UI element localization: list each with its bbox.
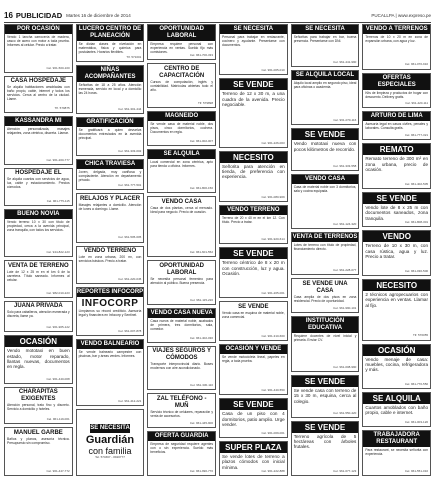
- ad-title: OCASIÓN: [363, 345, 430, 356]
- brand-url[interactable]: PUCALLPA | www.expreso.pe: [371, 12, 431, 18]
- ad-logo: INFOCORP: [81, 297, 139, 309]
- classified-ad[interactable]: [291, 174, 360, 229]
- ad-title: VENDO CASA: [292, 175, 359, 184]
- ad-contact: Tlf. 579898: [198, 100, 214, 105]
- ad-contact: Cel. 961-003-120: [404, 420, 429, 425]
- header-divider: [4, 22, 431, 23]
- classified-ad[interactable]: [362, 111, 431, 140]
- ad-title: OCASIÓN: [5, 336, 72, 347]
- ad-title: REPORTES INFOCORP: [76, 288, 144, 295]
- ad-contact: Cel. 961-677-123: [333, 468, 357, 473]
- classified-ad[interactable]: [147, 111, 216, 146]
- page-header: [4, 10, 431, 20]
- ad-contact: Cel. 961-007-878: [118, 328, 142, 333]
- ad-contact: Cel. 961-008-990: [333, 364, 357, 369]
- ad-title: SE VENDE: [363, 193, 430, 204]
- classified-ad[interactable]: [76, 117, 145, 155]
- ad-title: VENDO TERRENO: [220, 206, 287, 215]
- classified-ad[interactable]: [219, 78, 288, 148]
- classified-ad[interactable]: [219, 24, 288, 75]
- ad-contact: Cel. 961-990-101: [333, 306, 357, 311]
- classified-ad[interactable]: [147, 63, 216, 108]
- ad-title: VENDO: [363, 231, 430, 242]
- classified-ad[interactable]: [147, 393, 216, 428]
- ad-contact: Cel. 961-226-003: [261, 140, 285, 145]
- ad-contact: Cel. 961-777-321: [404, 133, 429, 138]
- classified-ad[interactable]: [147, 24, 216, 60]
- classified-ad[interactable]: [4, 335, 73, 384]
- classified-ad[interactable]: [362, 430, 431, 476]
- ad-title: BUENO NOVIA: [5, 210, 72, 219]
- classified-ad[interactable]: [291, 421, 360, 476]
- classified-ad[interactable]: [76, 159, 145, 191]
- ad-column: [4, 24, 73, 476]
- ad-title: VENTA DE TERRENOS: [292, 234, 358, 241]
- ad-title: OFERTA GUARDIA: [148, 432, 215, 441]
- ad-contact: Cel. 961-777-501: [118, 183, 142, 188]
- ad-contact: Cel. 961-220-045: [118, 276, 142, 281]
- ad-body: Se vende casa de material noble, dos pisos, cinco dormitorios, cochera. Documentos en regla.: [150, 121, 214, 134]
- ad-contact: Cel. 961-905-122: [46, 325, 70, 329]
- ad-contact: Cel. 961-775-115: [46, 198, 70, 203]
- ad-contact: Cel. 961-440-008: [46, 376, 70, 381]
- ad-contact: Cel. 961-002-007: [189, 138, 214, 143]
- ad-title: VENDO A TERRENOS: [363, 25, 430, 34]
- ad-contact: Cel. 961-070-910: [404, 62, 429, 67]
- ad-title: ARTURO DE LIMA: [363, 112, 430, 121]
- classified-ad[interactable]: [362, 73, 431, 108]
- ad-contact: Cel. 961-440-550: [261, 388, 285, 393]
- ad-body: Se vende motocicleta lineal, papeles en regla, a toda prueba.: [222, 355, 285, 364]
- ad-column: [147, 24, 216, 476]
- ad-body: Se vende lotes de terreno a plazos cómodos con inicial mínima.: [222, 453, 285, 470]
- ad-title: JUANA PRIVADA: [14, 303, 63, 310]
- ad-body: Se alquila habitaciones amobladas con baño propio, cable, internet y todos los servicios. Cerca al centro de la ciudad. Llame.: [7, 85, 70, 102]
- ad-contact: Cel. 961-500-100: [46, 65, 70, 70]
- classifieds-grid: [4, 24, 431, 476]
- ad-contact: Tlf. 579875: [54, 106, 70, 111]
- ad-title: NECESITO: [363, 280, 430, 291]
- ad-body: Lote de 12 x 25 m en el km 6 de la carretera. Título saneado. Informes al celular.: [7, 269, 70, 282]
- ad-body: Empresa de seguridad requiere agentes con o sin experiencia. Sueldo más beneficios.: [150, 442, 214, 455]
- classified-ad[interactable]: [219, 344, 288, 395]
- classified-ad[interactable]: [219, 301, 288, 341]
- classified-ad[interactable]: [291, 316, 360, 371]
- classified-ad[interactable]: [76, 409, 145, 476]
- classified-ad[interactable]: [362, 24, 431, 70]
- ad-title: SE VENDE: [292, 422, 359, 433]
- ad-contact: Cel. 961-420-111: [405, 100, 429, 105]
- ad-contact: Cel. 961-222-888: [261, 468, 285, 473]
- classified-ad[interactable]: [76, 287, 145, 336]
- ad-body: Se vende casa con terreno de 15 x 30 m, esquina, cerca al colegio.: [293, 387, 357, 404]
- ad-body: Joven, delgada, muy cariñosa y complaciente. Atención en departamento privado.: [78, 169, 142, 182]
- classified-ad[interactable]: [291, 232, 360, 275]
- ad-body: Empresa requiere personal con experiencia en ventas. Sueldo fijo más comisiones.: [150, 42, 214, 54]
- ad-contact: Cel. 961-808-301: [404, 220, 429, 225]
- ad-body: Señorita para atención en tienda, de preferencia con experiencia.: [222, 163, 285, 180]
- ad-contact: Cel. 944-822-123: [46, 250, 70, 255]
- ad-column: [76, 24, 145, 476]
- classified-ad[interactable]: [147, 149, 216, 194]
- ad-contact: Cel. 961-447-772: [46, 468, 70, 473]
- ad-title: INSTITUCIÓN EDUCATIVA: [292, 317, 359, 333]
- page-date: Martes 16 de diciembre de 2014: [66, 12, 131, 18]
- classified-ad[interactable]: [76, 65, 145, 114]
- ad-body: Asesoría legal en casos civiles, penales y laborales. Consulta gratis.: [365, 121, 429, 130]
- ad-title: SUPER PLAZA: [220, 442, 287, 453]
- ad-title: SE ALQUILA: [148, 150, 215, 159]
- classified-ad[interactable]: [4, 116, 73, 165]
- ad-body: Para restaurant, se necesita señorita con experiencia.: [365, 448, 429, 457]
- ad-contact: Cel. 961-445-900: [189, 421, 214, 426]
- classified-ad[interactable]: [219, 151, 288, 202]
- classified-ad[interactable]: [4, 260, 73, 298]
- ad-title: MANUEL GARBE: [13, 429, 63, 436]
- ad-body: Terrenos de 10 x 20 m en zona de expansión urbana, con agua y luz.: [365, 35, 429, 43]
- ad-body: 2 técnicos agropecuarios con experiencia en ventas. Llamar al fijo.: [365, 291, 429, 308]
- ad-contact: Cel. 961-124-320: [333, 222, 357, 227]
- ad-title: ZAL TELÉFONO - MUÑ: [156, 395, 207, 409]
- ad-contact: Cel. 961-119-001: [46, 417, 70, 422]
- ad-body: Terreno de 10 x 30 m, con casa rústica, agua y luz. Precio a tratar.: [365, 243, 429, 260]
- ad-title: SE VENDE: [220, 248, 287, 259]
- ad-body: Alquilo local amplio en segundo piso, ideal para oficinas o academia.: [293, 80, 357, 89]
- ad-title: HOSPEDAJE EL: [15, 170, 62, 177]
- ad-contact: Cel. 961-070-116: [333, 118, 357, 123]
- ad-column: [291, 24, 360, 476]
- ad-body: Solo para caballeros, atención esmerada y discreta, llame ya.: [7, 310, 70, 319]
- ad-title: OFERTAS ESPECIALES: [363, 74, 430, 90]
- ad-contact: Cel. 961-301-444: [118, 107, 142, 112]
- ad-body: Casa de un piso con 4 dormitorios, patio amplio. Urge vender.: [222, 411, 285, 427]
- ad-body: Señoritas para trabajar en bar, buena presencia. Presentarse con DNI.: [293, 35, 357, 43]
- ad-title: REMATO: [363, 144, 430, 155]
- ad-contact: Cel. 961-115-220: [190, 297, 214, 302]
- ad-title: LUCERO CENTRO DE PLANEACIÓN: [77, 25, 144, 41]
- classified-ad[interactable]: [4, 76, 73, 114]
- ad-title: KASSANDRA MI: [5, 117, 72, 126]
- ad-title: SE VENDE: [220, 399, 287, 410]
- ad-contact: Cel. 961-402-030: [189, 335, 214, 340]
- ad-body: Se alquila cuartos con servicios de agua, luz, cable y estacionamiento. Precios cómodos.: [7, 177, 70, 190]
- ad-body: Atención personal, trato fino y discreto. Servicio a domicilio y hoteles.: [7, 403, 70, 412]
- ad-contact: Cel. 961-990-770: [189, 468, 214, 473]
- ad-contact: Cel. 961-030-500: [404, 268, 429, 273]
- ad-body: Casa de dos plantas, cerca al mercado. Ideal para negocio. Precio de ocasión.: [150, 205, 214, 214]
- ad-body: Remato terreno de 300 m² en zona urbana, precio de ocasión.: [365, 156, 429, 173]
- ad-contact: Cel. 961-402-505: [404, 181, 429, 186]
- ad-body: Se necesita personal femenino para atención al público. Buena presencia.: [150, 276, 214, 285]
- ad-contact: Cel. 961-412-221: [118, 398, 142, 403]
- classified-ad[interactable]: [291, 375, 360, 418]
- classified-ad[interactable]: [4, 427, 73, 476]
- ad-title: POR OCASIÓN: [5, 25, 72, 34]
- ad-body: Terreno de 12 x 30 m, a una cuadra de la avenida. Precio negociable.: [222, 91, 285, 107]
- classified-ad[interactable]: [4, 168, 73, 206]
- ad-contact: Cel. 961-505-605: [118, 235, 142, 240]
- ad-contact: Cel. 961-333-002: [118, 148, 142, 153]
- classified-ad[interactable]: [147, 346, 216, 391]
- ad-title: SE VENDE UNA CASA: [302, 280, 348, 294]
- ad-contact: Cel. 961-310-660: [261, 333, 285, 338]
- ad-title: CHARAPITAS EXIGENTES: [18, 389, 58, 403]
- ad-body: Cursos de computación, inglés y contabilidad. Matrículas abiertas todo el año.: [150, 79, 214, 92]
- ad-contact: Cel. 961-228-077: [333, 268, 357, 273]
- classified-ad[interactable]: [219, 205, 288, 245]
- ad-title: VENDO CASA: [161, 198, 202, 205]
- ad-body: Terreno céntrico de 8 x 20 m con construcción, luz y agua. Ocasión.: [222, 260, 285, 277]
- classified-ad[interactable]: [291, 70, 360, 125]
- ad-body: Transporte interprovincial diario. Buses modernos con aire acondicionado.: [150, 362, 214, 371]
- ad-column: [362, 24, 431, 476]
- classified-ad[interactable]: [147, 431, 216, 476]
- ad-body: Vendo 1 lancha carrocería de madera, casco de acero con motor a toda prueba. Informes al celular. Precio a tratar.: [7, 35, 70, 47]
- ad-body: Atención personalizada, masajes relajantes, zona céntrica, discreta. Llamar.: [7, 127, 70, 136]
- ad-title: OPORTUNIDAD LABORAL: [148, 25, 215, 41]
- classified-ad[interactable]: [4, 24, 73, 73]
- classified-ad[interactable]: [362, 143, 431, 189]
- ad-contact: Cel. 961-441-990: [333, 59, 357, 64]
- classified-ad[interactable]: [362, 344, 431, 390]
- ad-body: Personal para trabajar en restaurante, cocinero y ayudante. Presentarse con documentos.: [222, 35, 285, 47]
- ad-title: OCASIÓN Y VENDE: [220, 345, 287, 354]
- ad-title: GRATIFICACIÓN: [77, 118, 144, 127]
- ad-title: NECESITO: [220, 152, 287, 163]
- ad-title: OPORTUNIDAD LABORAL: [159, 262, 205, 276]
- ad-body: Casa nueva de material noble, acabados de primera, tres dormitorios, sala, comedor.: [150, 318, 214, 331]
- ad-body: Lote en zona urbana, 200 m², con servicios básicos. Precio a tratar.: [78, 255, 142, 264]
- classified-ad[interactable]: [76, 24, 145, 62]
- section-title: PUBLICIDAD: [15, 10, 63, 20]
- classified-ad[interactable]: [147, 260, 216, 305]
- ad-body: Vendo mototaxi nueva con pocos kilómetros de recorrido.: [293, 141, 357, 152]
- ad-contact: Cel. 961-205-001: [261, 291, 285, 296]
- ad-title: SE ALQUILA LOCAL: [292, 71, 359, 80]
- ad-contact: Tlf. 576055: [413, 333, 429, 338]
- ad-title: SE VENDE: [220, 79, 287, 90]
- classified-ad[interactable]: [362, 192, 431, 227]
- classified-ad[interactable]: [147, 196, 216, 257]
- ad-title: CENTRO DE CAPACITACIÓN: [159, 65, 205, 79]
- ad-contact: Cel. 961-200-777: [46, 157, 70, 162]
- ad-column: [219, 24, 288, 476]
- classified-ad[interactable]: [219, 398, 288, 438]
- ad-title: SE NECESITA: [220, 25, 287, 34]
- classified-ad[interactable]: [4, 301, 73, 332]
- ad-body: Casa de material noble con 3 dormitorios, sala y cocina equipada.: [293, 184, 357, 193]
- ad-contact: Tlf. 571001: [126, 55, 142, 60]
- classified-ad[interactable]: [147, 308, 216, 343]
- classified-ad[interactable]: [76, 246, 145, 284]
- ad-body: Lotes de terreno con título de propiedad, financiamiento directo.: [293, 243, 357, 252]
- classified-ad[interactable]: [362, 279, 431, 341]
- ad-contact: Cel. 961-770-550: [404, 381, 429, 386]
- ad-body: Se dictan clases de nivelación en matemática, física y química para postulantes. Horarios flexibles.: [78, 42, 142, 54]
- ad-contact: Cel. 961-920-614: [261, 237, 285, 242]
- classified-ad[interactable]: [76, 339, 145, 406]
- ad-contact: Cel. 961-080-909: [261, 194, 285, 199]
- classified-ad[interactable]: [4, 387, 73, 425]
- ad-contact: Cel. 961-550-420: [333, 410, 357, 415]
- ad-body: Requiere docentes de nivel inicial y primaria. Enviar CV.: [293, 334, 357, 343]
- ad-headline: Guardián: [85, 433, 135, 446]
- ad-title: SE VENDE: [292, 129, 359, 140]
- ad-title: SE VENDE: [292, 376, 359, 387]
- ad-title: VENDO BALNEARIO: [77, 340, 144, 349]
- ad-contact: Cel. 961-551-010: [404, 468, 429, 473]
- ad-body: Vendo terreno 10 x 30 con título de propiedad, cerca a la avenida principal, zona tranquila, con todos los servicios.: [7, 219, 70, 232]
- ad-body: Vendo lote de 8 x 25 m con documentos saneados, zona tranquila.: [365, 204, 429, 221]
- ad-body: Casa amplia de dos pisos en zona residencial. Precio de oportunidad.: [293, 294, 357, 303]
- ad-subheadline: con familia: [88, 445, 132, 456]
- classified-ad[interactable]: [291, 278, 360, 313]
- ad-body: Vendo casa en esquina de material noble, zona comercial.: [222, 310, 285, 319]
- ad-contact: Cel. 961-330-110: [190, 383, 214, 388]
- ad-title: VIAJES SEGUROS Y CÓMODOS: [152, 348, 211, 362]
- classified-ad[interactable]: [219, 441, 288, 476]
- ad-title: RELAJOS Y PLACER: [79, 195, 141, 202]
- ad-body: Vendo mototaxi en buen estado, motor reparado, llantas nuevas, documentos en regla.: [7, 348, 70, 370]
- ad-body: Señoritas de 18 a 25 años. Atención esmerada, servicio en local y a domicilio las 24 horas.: [78, 83, 142, 96]
- ad-body: Baños y planos, asesoría técnica. Presupuesto sin compromiso.: [7, 436, 70, 445]
- classified-ad[interactable]: [219, 247, 288, 298]
- ad-contact: Cel. 961-009-001: [261, 430, 285, 435]
- ad-contact: Cel. 961-333-558: [333, 163, 357, 168]
- ad-body: Masajes relajantes a domicilio. Atención de lunes a domingo. Llame.: [78, 202, 142, 211]
- ad-title: SE VENDE: [238, 303, 269, 310]
- ad-title: CASA HOSPEDAJE: [10, 78, 67, 85]
- classified-ad[interactable]: [4, 209, 73, 258]
- ad-title: VENTA DE TERRENO: [8, 262, 69, 269]
- ad-title: CHICA TRAVIESA: [77, 160, 144, 169]
- ad-title: SE ALQUILA: [363, 393, 430, 404]
- ad-body: Limpiamos su récord crediticio. Asesoría legal y financiera en Infocorp y Sentinel.: [78, 308, 142, 317]
- ad-body: Terreno de 20 x 40 m en el km 12. Con título. Precio a tratar.: [222, 215, 285, 224]
- ad-contact: Cel. 982-010-223: [46, 290, 70, 295]
- ad-title: SE NECESITA: [90, 424, 130, 431]
- ad-contact: Cel. 961-601-552: [189, 250, 214, 254]
- ad-title: VENDO CASA NUEVA: [148, 309, 215, 318]
- ad-body: Local comercial en zona céntrica, apto para tienda u oficina. Informes.: [150, 159, 214, 168]
- ad-contact: Tel. 574667 - #920777: [95, 454, 125, 459]
- classified-ad[interactable]: [76, 193, 145, 242]
- ad-body: Vendo menaje de casa: muebles, cocina, refrigeradora y más.: [365, 356, 429, 373]
- ad-body: Kits de limpieza y productos de hogar con descuento. Delivery gratis.: [365, 90, 429, 99]
- ad-title: MAGNEIDO: [148, 112, 215, 121]
- ad-body: Cuartos amoblados con baño propio, cable e internet.: [365, 405, 429, 416]
- ad-title: SE NECESITA: [292, 25, 359, 34]
- ad-contact: Cel. 961-700-333: [189, 53, 214, 57]
- ad-body: Servicio técnico de celulares, reparación y venta de accesorios.: [150, 409, 214, 418]
- ad-title: VENDO TERRENO: [83, 248, 137, 255]
- classified-ad[interactable]: [291, 24, 360, 67]
- ad-body: Se vende balneario campestre con piscinas, bar y áreas verdes. Informes.: [78, 350, 142, 359]
- ad-contact: Cel. 961-005-010: [261, 68, 285, 73]
- ad-title: NIÑAS ACOMPAÑANTES: [77, 66, 144, 82]
- page-number: 16: [4, 10, 13, 20]
- ad-body: Se gratificará a quien devuelva documentos extraviados en la avenida principal.: [78, 128, 142, 141]
- ad-title: TRABAJADORA RESTAURANT: [363, 431, 430, 447]
- classified-ad[interactable]: [362, 230, 431, 276]
- ad-body: Terreno agrícola de 5 hectáreas con árboles frutales.: [293, 433, 357, 450]
- classified-ad[interactable]: [291, 128, 360, 171]
- ad-contact: Cel. 961-800-150: [189, 186, 214, 191]
- classified-ad[interactable]: [362, 392, 431, 427]
